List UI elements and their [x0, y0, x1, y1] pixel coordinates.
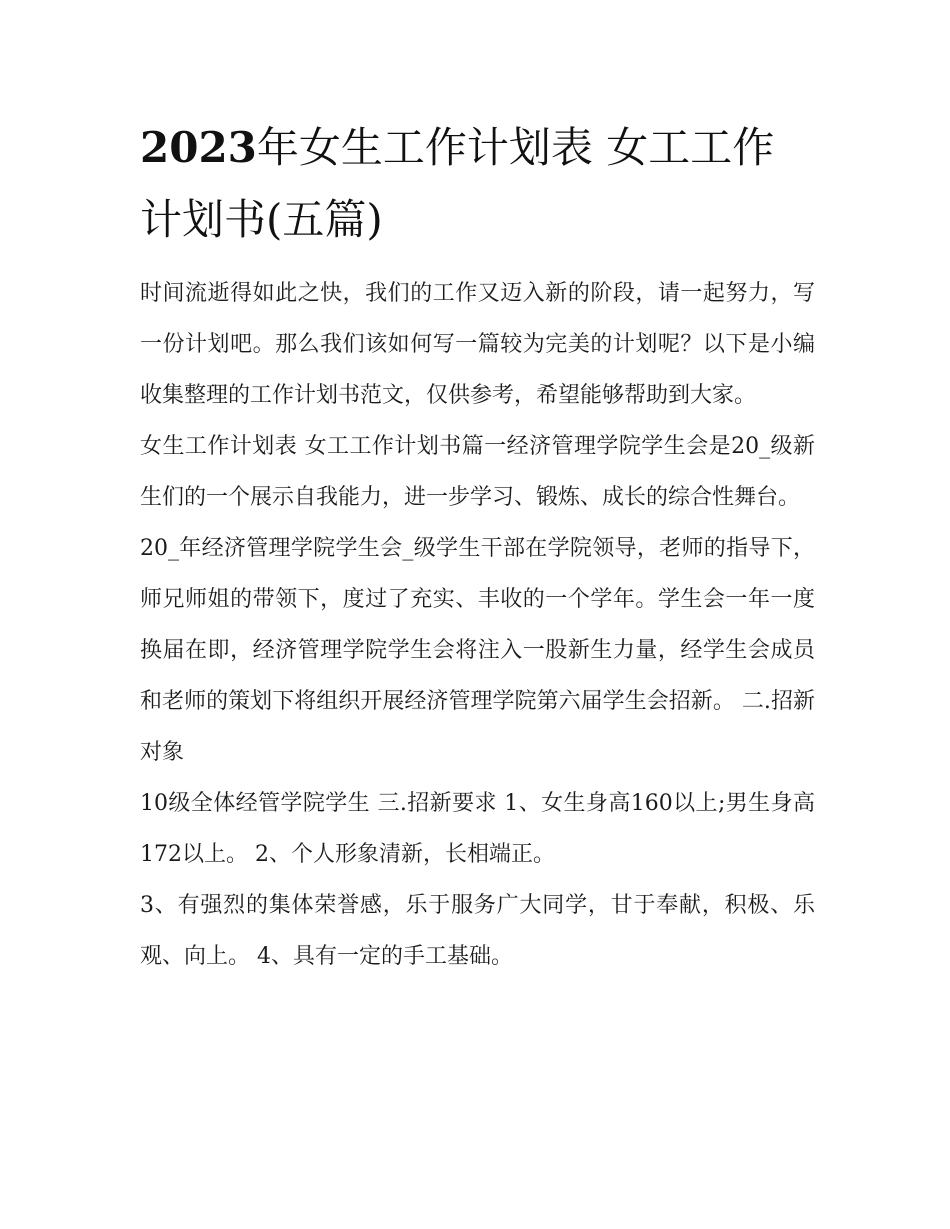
title-year: 2023 [140, 123, 257, 172]
paragraph-section-one: 女生工作计划表 女工工作计划书篇一经济管理学院学生会是20_级新生们的一个展示自我能力，进一步学习、锻炼、成长的综合性舞台。 [140, 434, 815, 510]
paragraph-intro: 时间流逝得如此之快，我们的工作又迈入新的阶段，请一起努力，写一份计划吧。那么我们该如何写一篇较为完美的计划呢？以下是小编收集整理的工作计划书范文，仅供参考，希望能够帮助到大家。 [140, 281, 815, 408]
paragraph-requirements-2: 3、有强烈的集体荣誉感，乐于服务广大同学，甘于奉献，积极、乐观、向上。 4、具有一定的手工基础。 [140, 893, 815, 969]
title-text: 年女生工作计划表 女工工作计划书(五篇) [140, 123, 775, 244]
document-body [140, 112, 815, 982]
paragraph-requirements-1: 10级全体经管学院学生 三.招新要求 1、女生身高160以上;男生身高172以上。 2、个人形象清新，长相端正。 [140, 791, 815, 867]
document-title [140, 112, 815, 256]
paragraph-background: 20_年经济管理学院学生会_级学生干部在学院领导，老师的指导下，师兄师姐的带领下，度过了充实、丰收的一个学年。学生会一年一度换届在即，经济管理学院学生会将注入一股新生力量，经学生会成员和老师的策划下将组织开展经济管理学院第六届学生会招新。 二.招新对象 [140, 536, 815, 765]
